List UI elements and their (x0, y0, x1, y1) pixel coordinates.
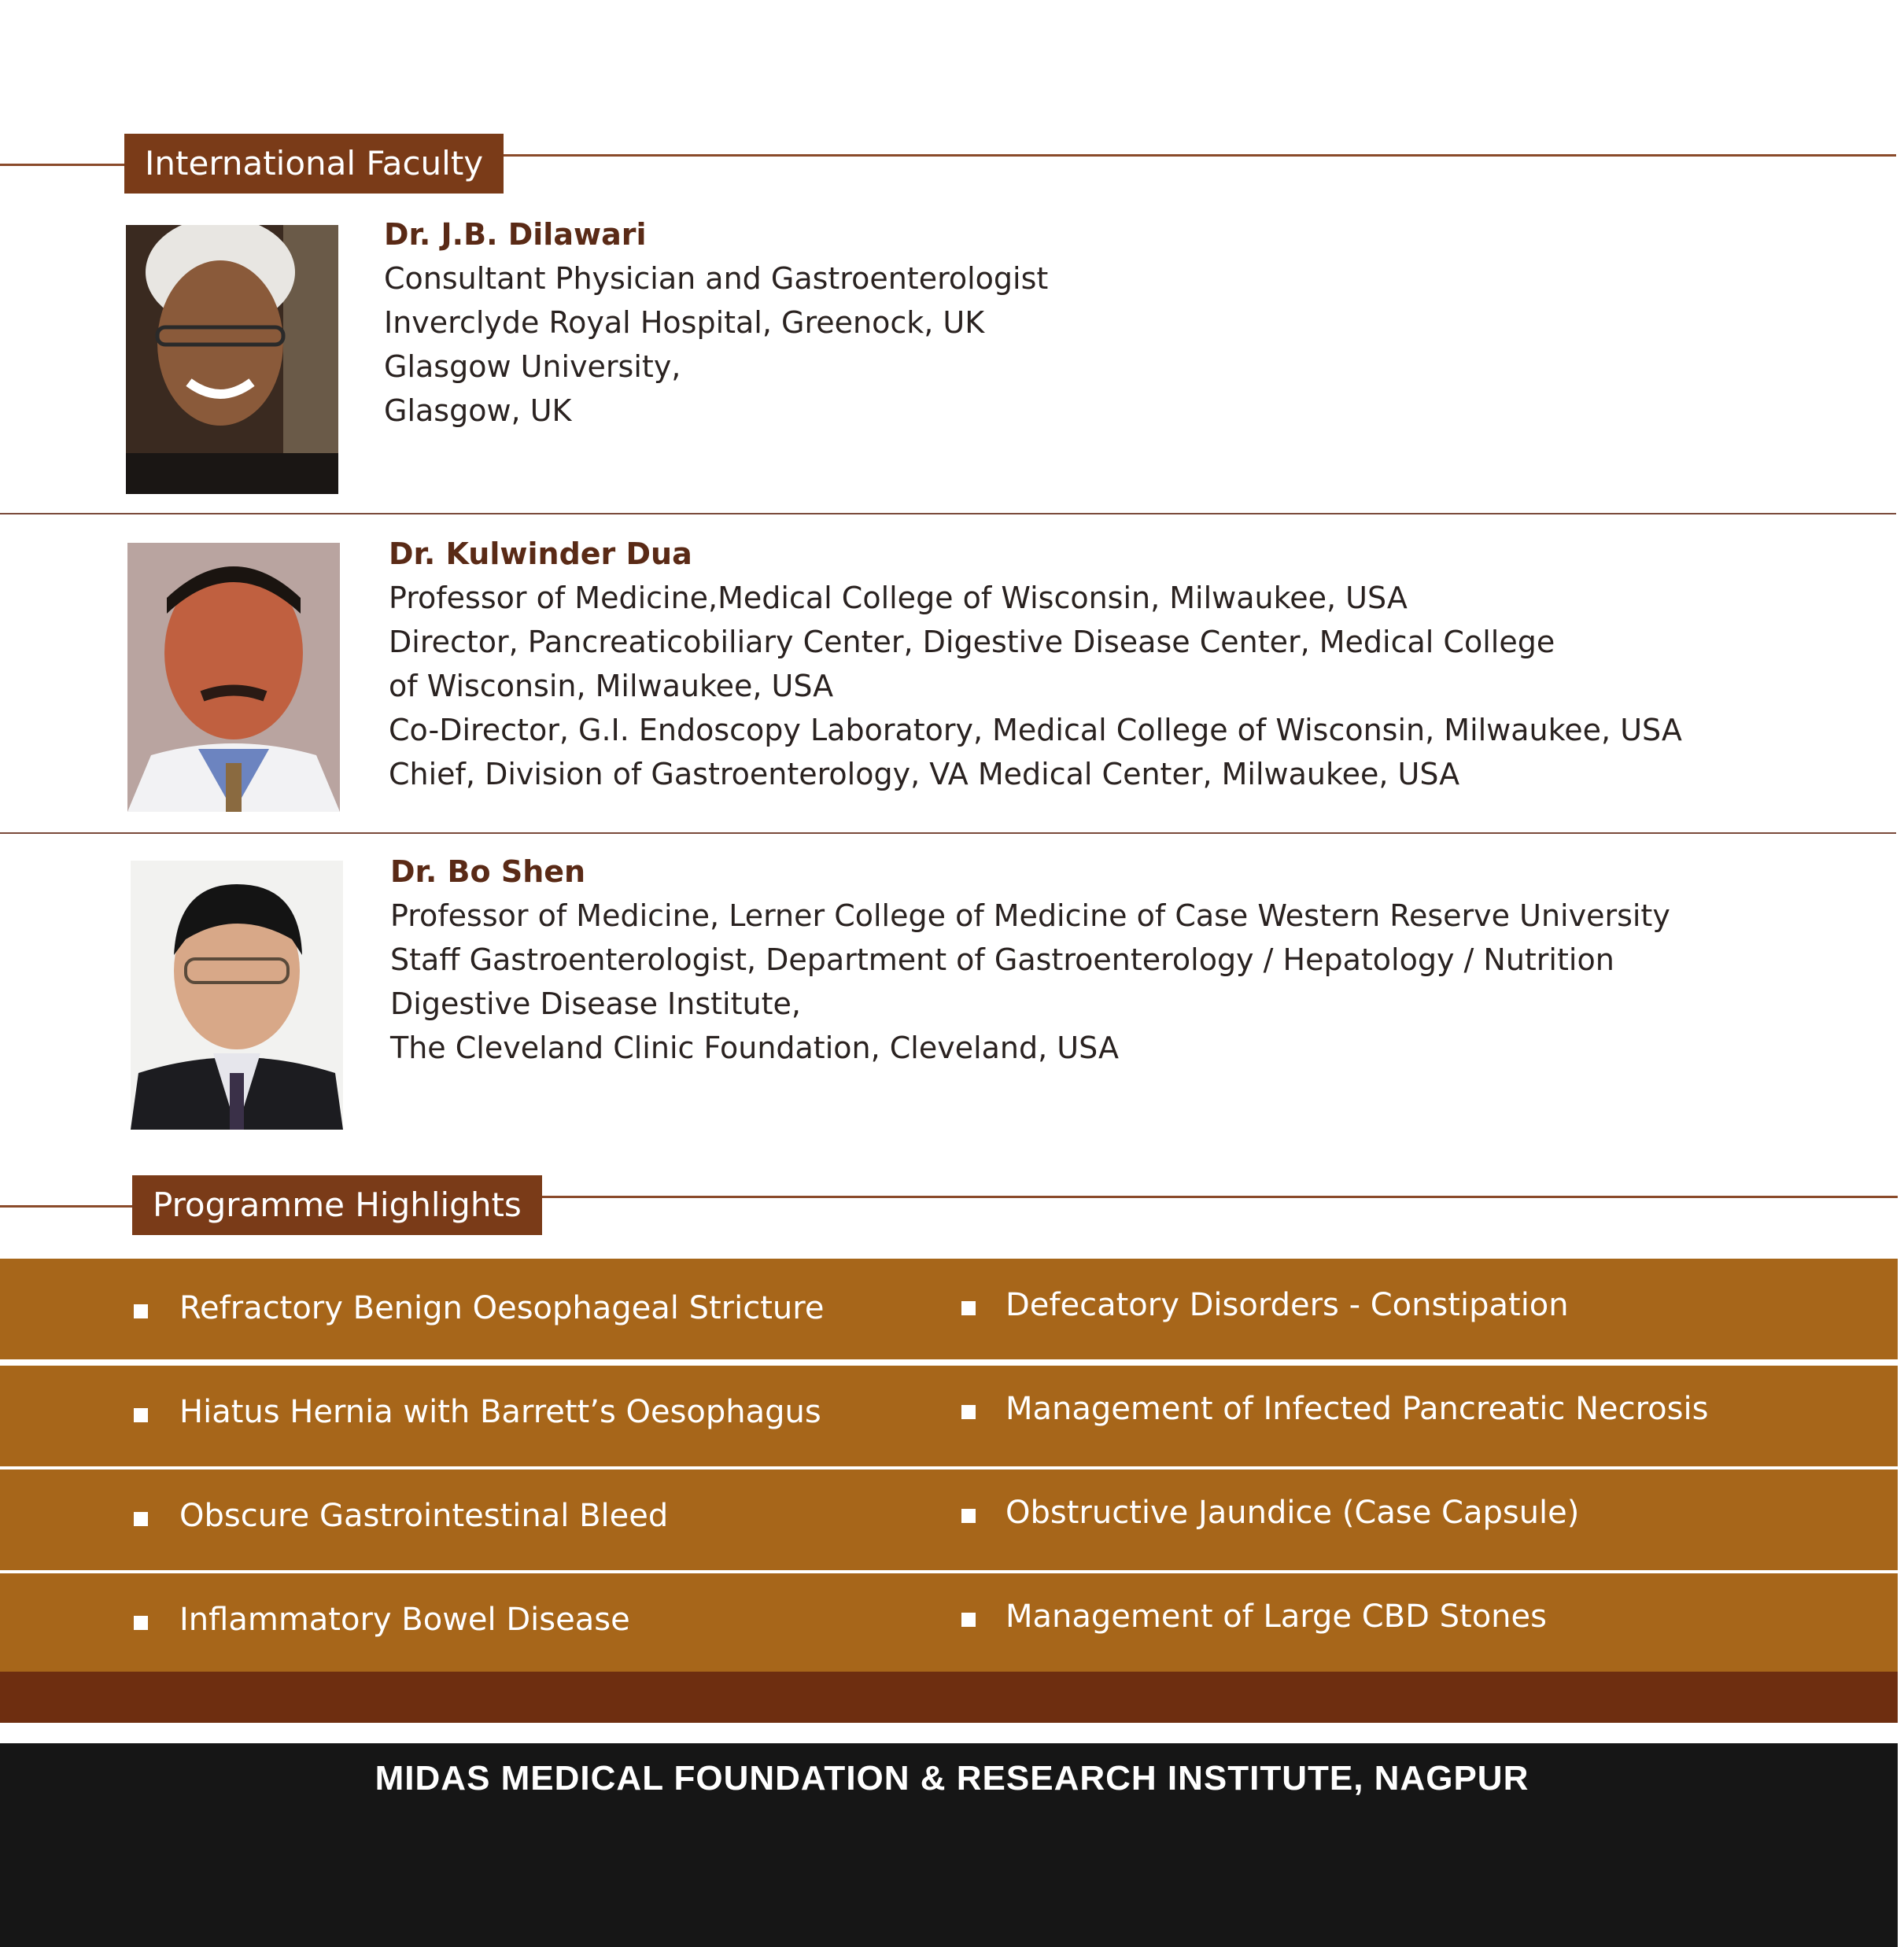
highlight-item: Defecatory Disorders - Constipation (1006, 1287, 1569, 1323)
faculty-line: Digestive Disease Institute, (390, 986, 801, 1021)
highlight-item: Management of Large CBD Stones (1006, 1599, 1547, 1635)
faculty-name-dilawari: Dr. J.B. Dilawari (384, 217, 647, 252)
faculty-line: Co-Director, G.I. Endoscopy Laboratory, Medical College of Wisconsin, Milwaukee, USA (389, 713, 1682, 747)
faculty-divider (0, 832, 1896, 834)
highlights-header-line-left (0, 1205, 134, 1208)
faculty-line: Staff Gastroenterologist, Department of Gastroenterology / Hepatology / Nutrition (390, 942, 1614, 977)
highlight-item: Management of Infected Pancreatic Necrosis (1006, 1391, 1709, 1427)
faculty-divider (0, 513, 1896, 514)
bullet-icon (134, 1512, 148, 1526)
highlight-item: Refractory Benign Oesophageal Stricture (179, 1290, 825, 1326)
faculty-line: Professor of Medicine, Lerner College of Medicine of Case Western Reserve University (390, 898, 1670, 933)
highlight-item: Inflammatory Bowel Disease (179, 1602, 630, 1638)
highlight-item: Obscure Gastrointestinal Bleed (179, 1498, 669, 1534)
bullet-icon (134, 1304, 148, 1318)
faculty-line: The Cleveland Clinic Foundation, Cleveland, USA (390, 1031, 1119, 1065)
faculty-line: of Wisconsin, Milwaukee, USA (389, 669, 834, 703)
portrait-image (126, 225, 338, 494)
decorative-strip (0, 1672, 1898, 1723)
faculty-line: Consultant Physician and Gastroenterologist (384, 261, 1049, 296)
faculty-line: Professor of Medicine,Medical College of Wisconsin, Milwaukee, USA (389, 581, 1408, 615)
faculty-line: Director, Pancreaticobiliary Center, Digestive Disease Center, Medical College (389, 625, 1555, 659)
bullet-icon (961, 1509, 976, 1523)
faculty-photo-shen (131, 861, 343, 1130)
faculty-name-shen: Dr. Bo Shen (390, 854, 586, 889)
bullet-icon (961, 1613, 976, 1627)
faculty-photo-dilawari (126, 225, 338, 494)
faculty-header-line-left (0, 164, 126, 166)
portrait-image (127, 543, 340, 812)
bullet-icon (134, 1408, 148, 1422)
international-faculty-heading: International Faculty (124, 134, 504, 194)
faculty-name-dua: Dr. Kulwinder Dua (389, 537, 692, 571)
faculty-line: Glasgow, UK (384, 393, 572, 428)
bullet-icon (961, 1301, 976, 1315)
faculty-line: Chief, Division of Gastroenterology, VA Medical Center, Milwaukee, USA (389, 757, 1460, 791)
highlight-item: Obstructive Jaundice (Case Capsule) (1006, 1495, 1580, 1531)
highlights-header-line-right (519, 1196, 1898, 1198)
footer-organization-name: MIDAS MEDICAL FOUNDATION & RESEARCH INSTITUTE, NAGPUR (375, 1759, 1529, 1798)
portrait-image (131, 861, 343, 1130)
faculty-header-line-right (488, 154, 1896, 157)
bullet-icon (961, 1405, 976, 1419)
bullet-icon (134, 1616, 148, 1630)
faculty-line: Glasgow University, (384, 349, 681, 384)
faculty-line: Inverclyde Royal Hospital, Greenock, UK (384, 305, 985, 340)
highlight-item: Hiatus Hernia with Barrett’s Oesophagus (179, 1394, 821, 1430)
faculty-photo-dua (127, 543, 340, 812)
programme-highlights-heading: Programme Highlights (132, 1175, 542, 1235)
